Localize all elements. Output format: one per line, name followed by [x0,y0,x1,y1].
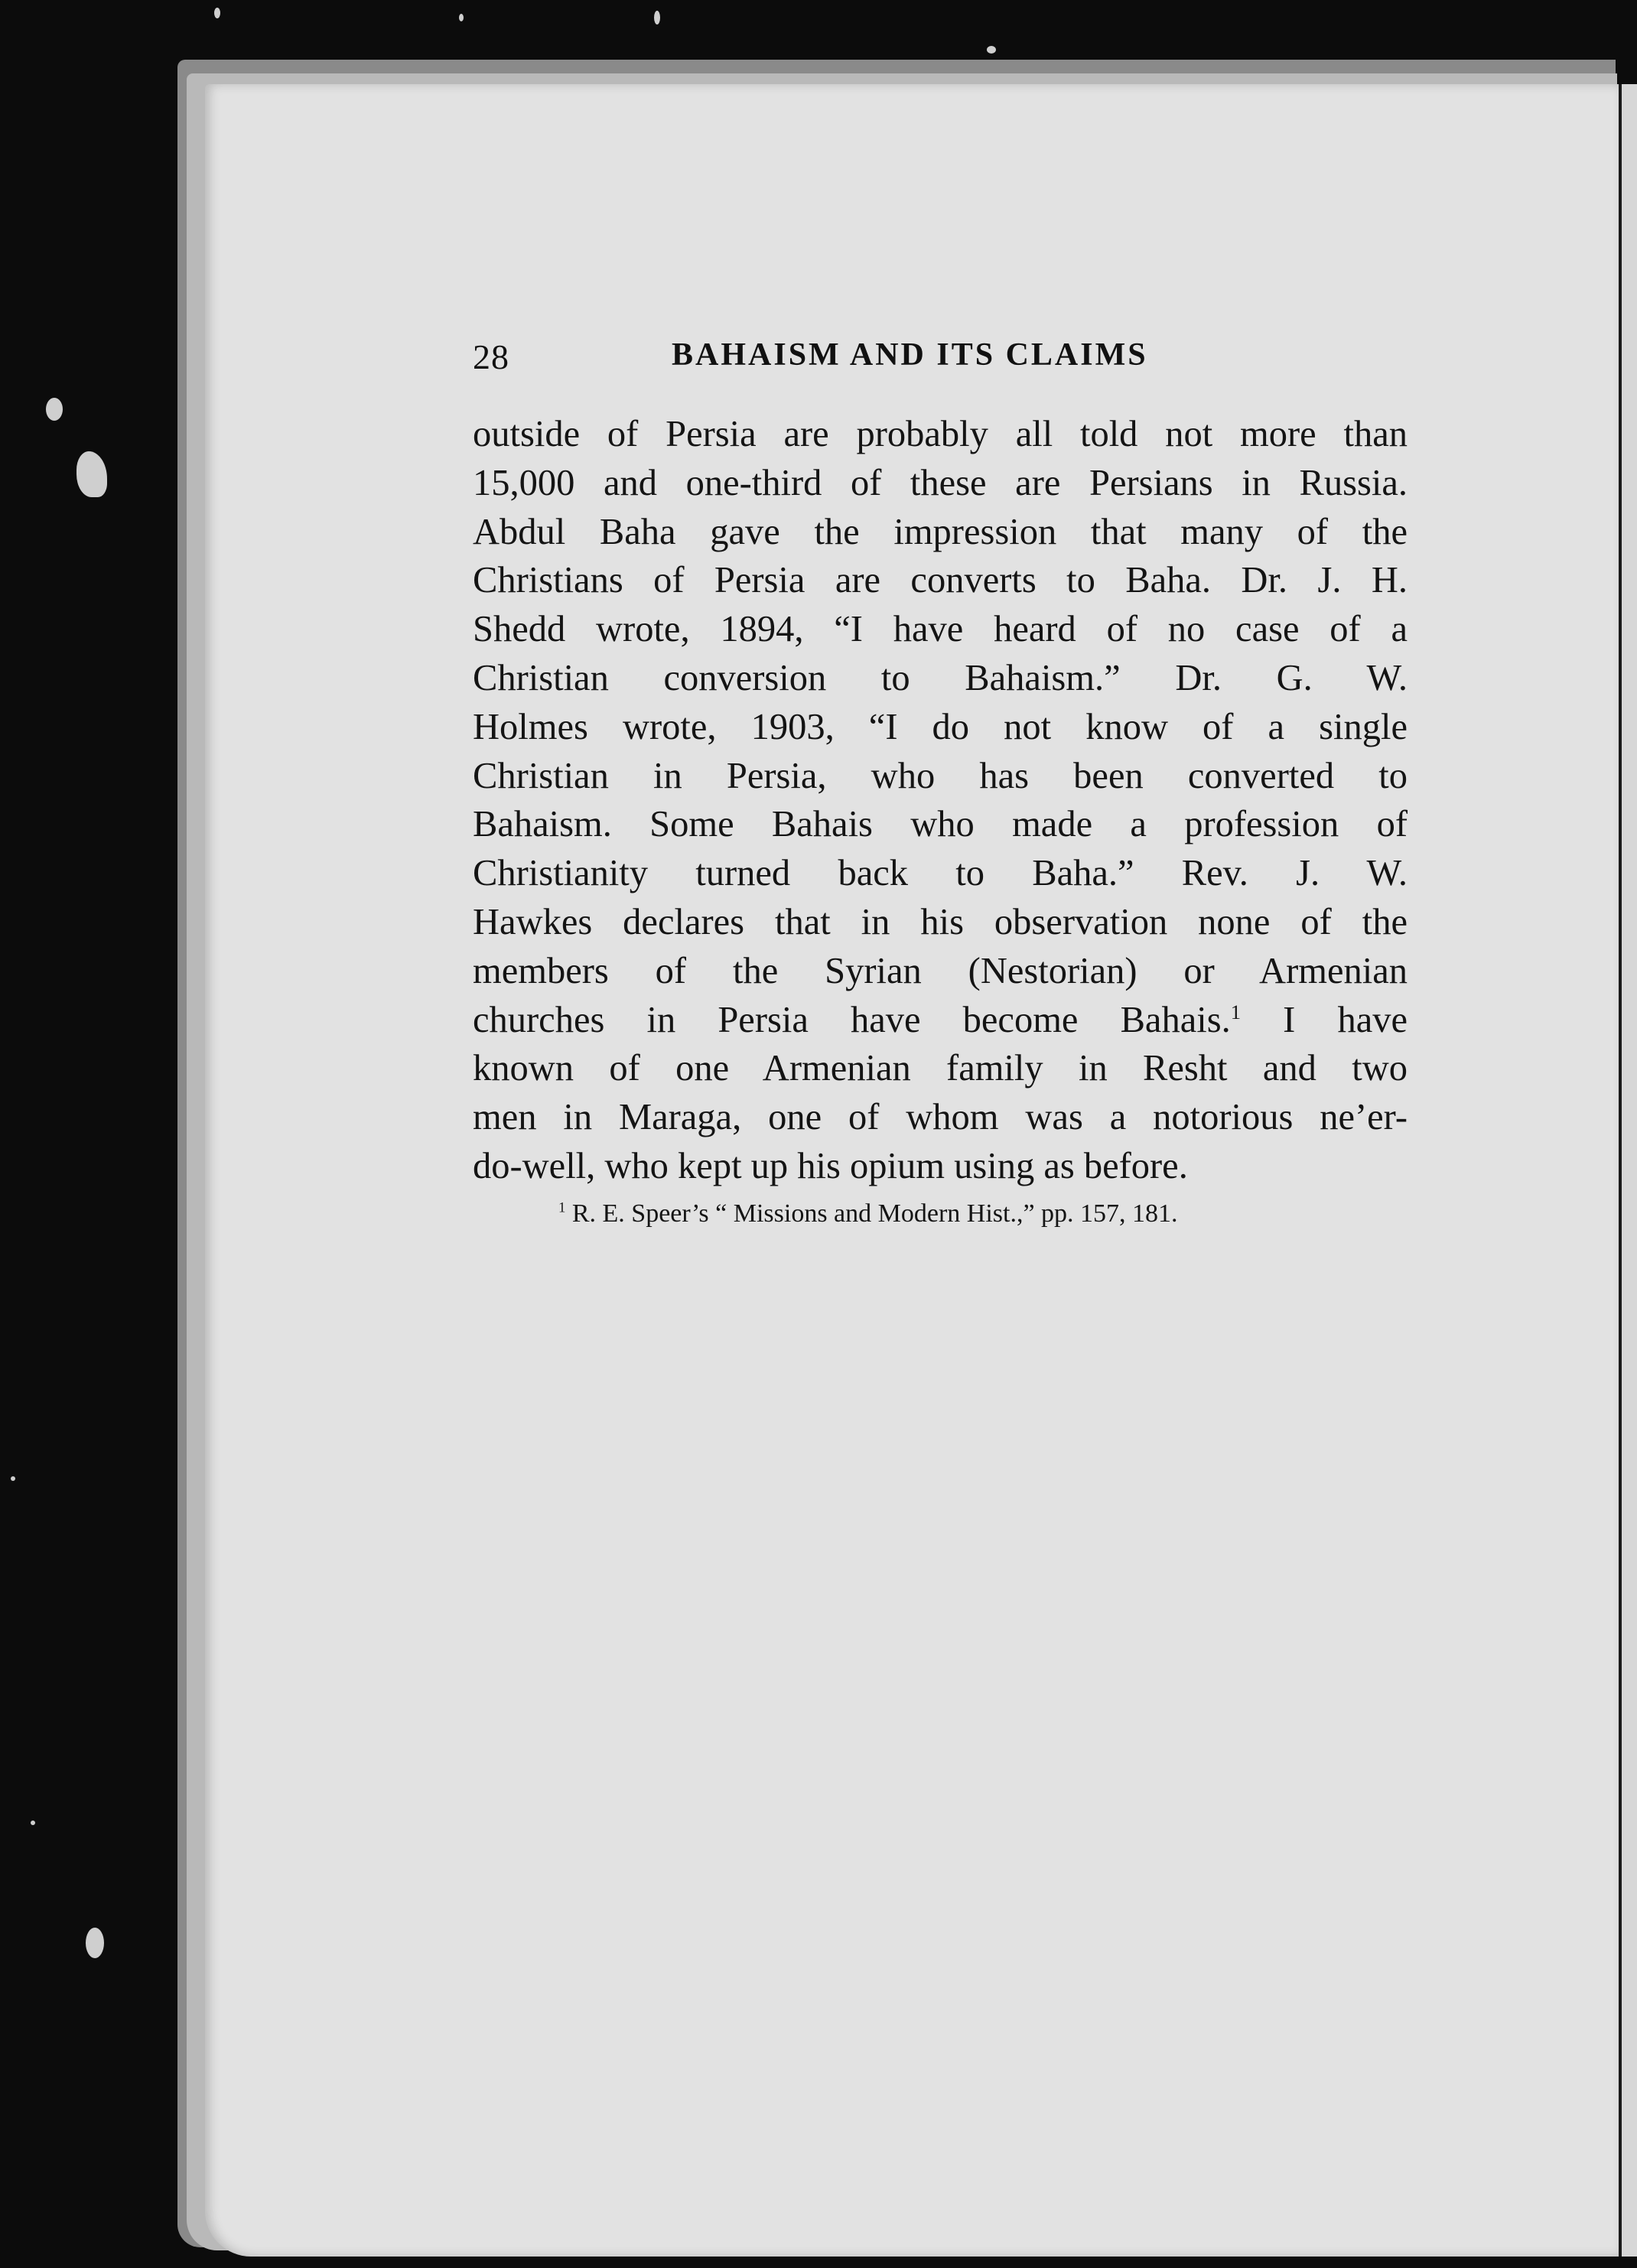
text-line: men in Maraga, one of whom was a notorious ne’er- [473,1097,1408,1138]
right-page-strip [1622,84,1637,2257]
footnote [558,1199,1323,1228]
text-line: 15,000 and one-third of these are Persians in Russia. [473,462,1408,503]
text-line-with-footnote [473,996,1408,1045]
running-head [473,337,1421,382]
text-line: Bahaism. Some Bahais who made a profession of [473,804,1408,845]
text-line: outside of Persia are probably all told not more than [473,414,1408,454]
scan-speck [214,8,220,18]
text-line: members of the Syrian (Nestorian) or Armenian [473,950,1408,991]
scan-speck [987,46,996,54]
text-line-start: churches in Persia have become Bahais. [473,999,1231,1040]
text-line: Christianity turned back to Baha.” Rev. J. W. [473,853,1408,894]
text-line: Christian in Persia, who has been converted to [473,755,1408,796]
scan-speck [31,1821,35,1825]
footnote-reference: 1 [1230,1000,1242,1023]
text-line: Christians of Persia are converts to Baha. Dr. J. H. [473,560,1408,601]
text-line: Holmes wrote, 1903, “I do not know of a single [473,706,1408,747]
text-line-end: I have [1283,999,1408,1040]
text-line: known of one Armenian family in Resht and two [473,1048,1408,1089]
text-line: Shedd wrote, 1894, “I have heard of no case of a [473,609,1408,650]
scan-speck [86,1928,104,1958]
footnote-marker: 1 [558,1199,566,1216]
text-line: Hawkes declares that in his observation none of the [473,901,1408,942]
scan-speck [459,14,464,21]
page-number: 28 [473,337,509,376]
scan-speck [76,451,107,497]
body-paragraph [473,410,1408,1191]
running-title: BAHAISM AND ITS CLAIMS [672,337,1148,373]
text-line: do-well, who kept up his opium using as before. [473,1145,1188,1186]
scan-speck [654,11,660,24]
scan-speck [46,398,63,421]
text-line: Abdul Baha gave the impression that many of the [473,511,1408,552]
text-line: Christian conversion to Bahaism.” Dr. G. W. [473,657,1408,698]
footnote-text: R. E. Speer’s “ Missions and Modern Hist.,” pp. 157, 181. [571,1199,1178,1228]
scan-speck [11,1476,15,1481]
